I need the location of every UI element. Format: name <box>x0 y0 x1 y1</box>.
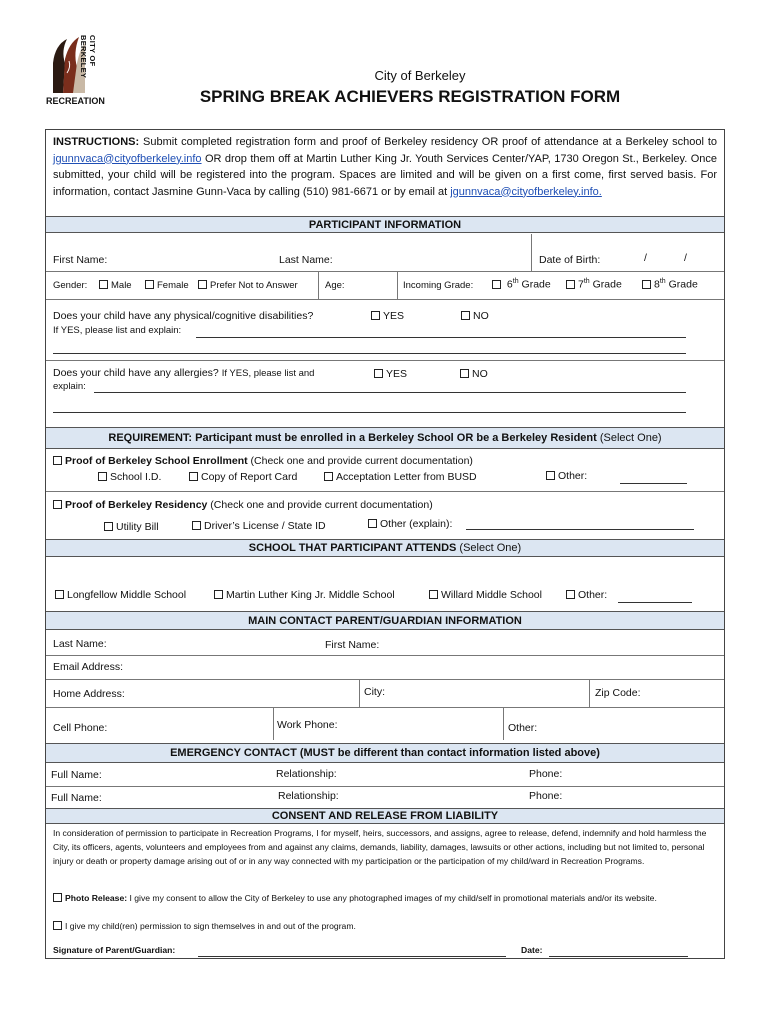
city-name: City of Berkeley <box>374 68 466 83</box>
consent-header: CONSENT AND RELEASE FROM LIABILITY <box>46 808 724 824</box>
work-phone-label: Work Phone: <box>277 719 338 731</box>
date-label: Date: <box>521 945 543 955</box>
incoming-grade-label: Incoming Grade: <box>403 280 474 291</box>
grade-6-label: Grade <box>521 278 551 291</box>
school-attended-other-line[interactable] <box>618 602 692 603</box>
city-logo <box>47 33 105 93</box>
allergy-yes-label: YES <box>386 368 408 380</box>
emergency-full-name-2-label: Full Name: <box>51 792 102 804</box>
disability-no-label: NO <box>473 310 489 322</box>
guardian-city-label: City: <box>364 686 385 698</box>
photo-release-text: I give my consent to allow the City of Berkeley to use any photographed images of my child/self in promotional materials and/or its website. <box>127 893 657 903</box>
school-id-option[interactable] <box>98 471 161 483</box>
participant-header: PARTICIPANT INFORMATION <box>46 216 724 233</box>
gender-male-label: Male <box>111 280 132 291</box>
allergy-question <box>53 367 314 379</box>
photo-release-label: Photo Release: <box>65 893 128 903</box>
gender-female-option[interactable] <box>145 280 189 291</box>
gender-label: Gender: <box>53 280 88 291</box>
mlk-label: Martin Luther King Jr. Middle School <box>226 589 395 601</box>
utility-bill-option[interactable] <box>104 521 159 533</box>
instructions-text-1: Submit completed registration form and proof of Berkeley residency OR proof of attendance at a Berkeley school to <box>139 136 717 148</box>
busd-letter-label: Acceptation Letter from BUSD <box>336 471 477 483</box>
grade-7-suffix: th <box>583 278 590 285</box>
willard-option[interactable] <box>429 589 542 601</box>
allergy-question-note: If YES, please list and <box>221 368 315 379</box>
residency-proof-option[interactable] <box>53 499 433 511</box>
grade-6-suffix: th <box>512 278 519 285</box>
drivers-license-label: Driver’s License / State ID <box>204 520 326 532</box>
school-id-label: School I.D. <box>110 471 162 483</box>
department-label: RECREATION <box>46 96 105 106</box>
email-link-1[interactable]: jgunnvaca@cityofberkeley.info <box>53 152 202 165</box>
grade-6-number: 6 <box>506 278 513 291</box>
instructions-label: INSTRUCTIONS: <box>53 136 140 148</box>
guardian-last-name-label: Last Name: <box>53 638 107 650</box>
disability-no-option[interactable] <box>461 310 489 322</box>
guardian-email-label: Email Address: <box>53 661 124 673</box>
grade-7-label: Grade <box>592 278 622 291</box>
guardian-other-phone-label: Other: <box>508 722 538 734</box>
home-address-label: Home Address: <box>53 688 125 700</box>
allergy-explain-line-2[interactable] <box>53 412 686 413</box>
school-proof-option[interactable] <box>53 455 473 467</box>
registration-form <box>45 129 725 959</box>
instructions <box>53 134 717 200</box>
sign-in-permission-option[interactable] <box>53 919 356 933</box>
school-header-bold: SCHOOL THAT PARTICIPANT ATTENDS <box>248 542 457 554</box>
grade-8-suffix: th <box>659 278 666 285</box>
gender-male-option[interactable] <box>99 280 132 291</box>
disability-yes-label: YES <box>383 310 405 322</box>
disability-yes-option[interactable] <box>371 310 404 322</box>
emergency-relationship-2-label: Relationship: <box>278 790 339 802</box>
residency-other-option[interactable] <box>368 518 452 530</box>
requirement-header-note: (Select One) <box>596 432 662 444</box>
logo-text: CITY OF BERKELEY <box>79 35 97 79</box>
guardian-header: MAIN CONTACT PARENT/GUARDIAN INFORMATION <box>46 611 724 630</box>
date-line[interactable] <box>549 956 688 957</box>
grade-7-option[interactable] <box>566 278 622 291</box>
school-other-option[interactable] <box>546 470 587 482</box>
emergency-phone-2-label: Phone: <box>529 790 563 802</box>
signature-line[interactable] <box>198 956 506 957</box>
mlk-option[interactable] <box>214 589 395 601</box>
allergy-explain-label: explain: <box>53 381 86 392</box>
residency-other-label: Other (explain): <box>380 518 453 530</box>
longfellow-option[interactable] <box>55 589 186 601</box>
participant-last-name-label: Last Name: <box>279 254 333 266</box>
school-proof-label: Proof of Berkeley School Enrollment <box>65 455 248 467</box>
longfellow-label: Longfellow Middle School <box>67 589 187 601</box>
disability-explain-line-1[interactable] <box>196 337 686 338</box>
school-proof-note: (Check one and provide current documentation) <box>247 455 473 467</box>
report-card-label: Copy of Report Card <box>201 471 298 483</box>
signature-label: Signature of Parent/Guardian: <box>53 945 176 955</box>
report-card-option[interactable] <box>189 471 297 483</box>
disability-explain-label: If YES, please list and explain: <box>53 325 182 336</box>
busd-letter-option[interactable] <box>324 471 477 483</box>
emergency-relationship-1-label: Relationship: <box>276 768 337 780</box>
consent-paragraph: In consideration of permission to participate in Recreation Programs, I for myself, heirs, successors, and assigns, agree to release, defend, indemnify and hold harmless the City, its officers, agents, volunteers and employees from and against any claims, demands, liability, damages, lawsuits or other actions, including but not limited to, personal injury or death or property damage arising out of or in any way connected with my participation or the participation of my child/ward in Recreation Programs. <box>53 828 707 866</box>
participant-first-name-label: First Name: <box>53 254 108 266</box>
emergency-phone-1-label: Phone: <box>529 768 563 780</box>
requirement-header-bold: REQUIREMENT: Participant must be enrolled in a Berkeley School OR be a Berkeley Resident <box>108 432 597 444</box>
age-label: Age: <box>325 280 345 291</box>
willard-label: Willard Middle School <box>441 589 542 601</box>
grade-6-option[interactable] <box>492 278 551 291</box>
disability-question: Does your child have any physical/cognitive disabilities? <box>53 310 314 322</box>
dob-label: Date of Birth: <box>539 254 601 266</box>
dob-separator-2: / <box>684 252 687 264</box>
emergency-header: EMERGENCY CONTACT (MUST be different than contact information listed above) <box>46 743 724 763</box>
utility-bill-label: Utility Bill <box>116 521 159 533</box>
dob-separator-1: / <box>644 252 647 264</box>
zip-code-label: Zip Code: <box>595 687 641 699</box>
school-header-note: (Select One) <box>456 542 522 554</box>
school-other-label: Other: <box>558 470 588 482</box>
gender-prefer-not-label: Prefer Not to Answer <box>210 280 298 291</box>
allergy-question-text: Does your child have any allergies? <box>53 367 219 379</box>
requirement-header <box>46 427 724 449</box>
instructions-text-2: OR drop them off at Martin Luther King Jr. Youth Services Center/YAP, 1730 Oregon St., Berkeley. Once submitted, your child will be registered into the program. Spaces are limited and will be given on a first come, first served basis. For information, contact Jasmine Gunn-Vaca by calling (510) 981-6671 or by email at <box>53 152 717 198</box>
photo-release-option[interactable] <box>53 891 717 905</box>
school-other-line[interactable] <box>620 483 687 484</box>
school-header <box>46 539 724 557</box>
gender-prefer-not-option[interactable] <box>198 280 298 291</box>
allergy-yes-option[interactable] <box>374 368 407 380</box>
email-link-2[interactable]: jgunnvaca@cityofberkeley.info. <box>450 185 602 198</box>
residency-proof-note: (Check one and provide current documentation) <box>207 499 433 511</box>
school-attended-other-label: Other: <box>578 589 608 601</box>
grade-8-number: 8 <box>654 278 660 291</box>
grade-8-option[interactable] <box>642 278 698 291</box>
emergency-full-name-1-label: Full Name: <box>51 769 102 781</box>
allergy-explain-line-1[interactable] <box>94 392 686 393</box>
residency-other-line[interactable] <box>466 529 694 530</box>
form-title: SPRING BREAK ACHIEVERS REGISTRATION FORM <box>199 87 621 106</box>
school-attended-other-option[interactable] <box>566 589 607 601</box>
gender-female-label: Female <box>157 280 189 291</box>
drivers-license-option[interactable] <box>192 520 326 532</box>
allergy-no-option[interactable] <box>460 368 488 380</box>
allergy-no-label: NO <box>472 368 488 380</box>
guardian-first-name-label: First Name: <box>325 639 380 651</box>
residency-proof-label: Proof of Berkeley Residency <box>65 499 208 511</box>
sign-in-permission-text: I give my child(ren) permission to sign themselves in and out of the program. <box>65 921 356 931</box>
grade-7-number: 7 <box>578 278 584 291</box>
grade-8-label: Grade <box>668 278 698 291</box>
disability-explain-line-2[interactable] <box>53 353 686 354</box>
cell-phone-label: Cell Phone: <box>53 722 108 734</box>
